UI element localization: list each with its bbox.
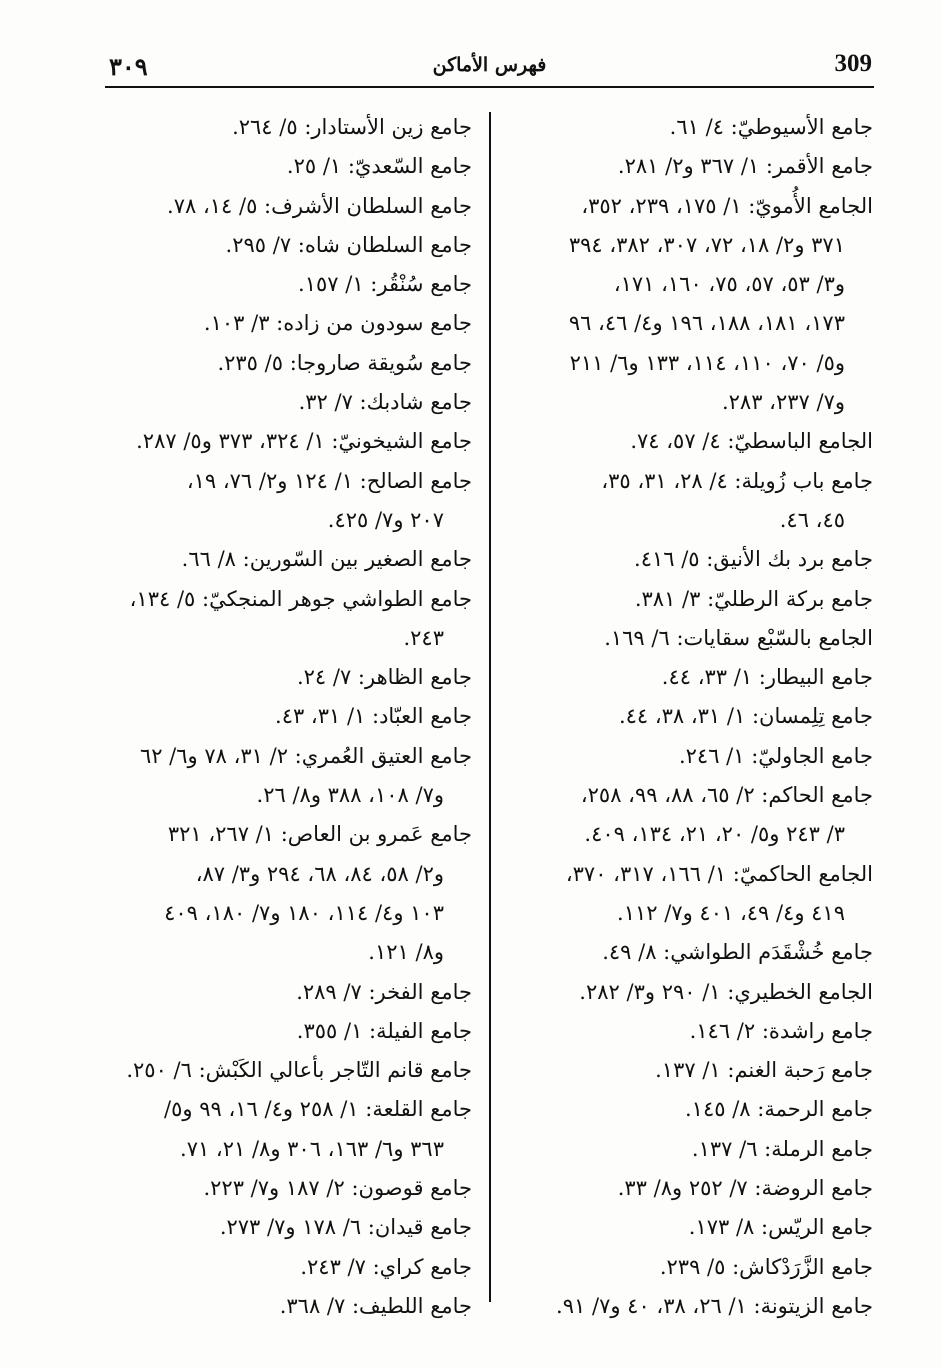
index-entry (102, 422, 472, 461)
index-entry-line: الجامع الباسطيّ: ٤/ ٥٧، ٧٤. (630, 429, 873, 454)
index-entry-continuation: و٧/ ١٠٨، ٣٨٨ و٨/ ٢٦. (256, 783, 444, 808)
index-entry-line: جامع الرملة: ٦/ ١٣٧. (691, 1136, 873, 1161)
index-entry-line: جامع عَمرو بن العاص: ١/ ٢٦٧، ٣٢١ (167, 822, 472, 847)
index-entry (102, 344, 472, 383)
index-entry-continuation: ٣٦٣ و٦/ ١٦٣، ٣٠٦ و٨/ ٢١، ٧١. (180, 1136, 444, 1161)
index-entry (102, 108, 472, 147)
index-entry-line: جامع برد بك الأنيق: ٥/ ٤١٦. (634, 547, 873, 572)
index-entry (498, 1169, 873, 1208)
index-entry-continuation: و٥/ ٧٠، ١١٠، ١١٤، ١٣٣ و٦/ ٢١١ (569, 350, 845, 375)
index-entry-line: جامع رَحبة الغنم: ١/ ١٣٧. (655, 1058, 873, 1083)
index-entry-line: جامع الطواشي جوهر المنجكيّ: ٥/ ١٣٤، (129, 586, 472, 611)
index-entry (498, 540, 873, 579)
index-entry-line: الجامع الأُمويّ: ١/ ١٧٥، ٢٣٩، ٣٥٢، (581, 193, 873, 218)
index-entry-line: جامع باب زُويلة: ٤/ ٢٨، ٣١، ٣٥، (601, 468, 873, 493)
index-entry-line: جامع راشدة: ٢/ ١٤٦. (689, 1018, 873, 1043)
index-entry-line: جامع الفيلة: ١/ ٣٥٥. (296, 1018, 472, 1043)
index-entry-continuation: ٢٤٣. (403, 625, 444, 650)
index-entry-line: جامع سُنْقُر: ١/ ١٥٧. (298, 272, 472, 297)
index-entry-line: جامع السلطان الأشرف: ٥/ ١٤، ٧٨. (167, 193, 472, 218)
index-entry-line: جامع الصغير بين السّورين: ٨/ ٦٦. (181, 547, 472, 572)
index-entry-line: جامع القلعة: ١/ ٢٥٨ و٤/ ١٦، ٩٩ و٥/ (164, 1097, 472, 1122)
index-entry-line: جامع الروضة: ٧/ ٢٥٢ و٨/ ٣٣. (617, 1176, 873, 1201)
index-entry-continuation: و٢/ ٥٨، ٨٤، ٦٨، ٢٩٤ و٣/ ٨٧، (195, 861, 444, 886)
index-entry-line: جامع كراي: ٧/ ٢٤٣. (300, 1254, 472, 1279)
index-entry-continuation: ١٧٣، ١٨١، ١٨٨، ١٩٦ و٤/ ٤٦، ٩٦ (568, 311, 845, 336)
index-entry (498, 973, 873, 1012)
index-entry (102, 462, 472, 541)
index-entry-line: جامع الظاهر: ٧/ ٢٤. (296, 665, 472, 690)
index-entry (498, 1051, 873, 1090)
index-entry-line: جامع الريّس: ٨/ ١٧٣. (688, 1215, 873, 1240)
index-column-left (102, 108, 472, 1326)
index-entry-line: الجامع الخطيري: ١/ ٢٩٠ و٣/ ٢٨٢. (579, 979, 873, 1004)
running-title: فهرس الأماكن (432, 54, 547, 76)
index-entry (498, 776, 873, 855)
index-entry (102, 1051, 472, 1090)
index-entry-line: جامع اللطيف: ٧/ ٣٦٨. (279, 1293, 472, 1318)
index-entry-line: جامع الحاكم: ٢/ ٦٥، ٨٨، ٩٩، ٢٥٨، (580, 783, 873, 808)
index-entry-line: جامع العتيق العُمري: ٢/ ٣١، ٧٨ و٦/ ٦٢ (139, 743, 472, 768)
index-entry-continuation: ٤١٩ و٤/ ٤٩، ٤٠١ و٧/ ١١٢. (617, 900, 845, 925)
index-entry (498, 187, 873, 423)
index-entry (498, 462, 873, 541)
index-entry (102, 540, 472, 579)
index-entry-line: جامع الرحمة: ٨/ ١٤٥. (684, 1097, 873, 1122)
index-entry (102, 265, 472, 304)
index-entry-line: جامع قيدان: ٦/ ١٧٨ و٧/ ٢٧٣. (219, 1215, 472, 1240)
index-entry (102, 1090, 472, 1169)
index-entry (498, 422, 873, 461)
index-entry-line: جامع الزَّرَدْكاش: ٥/ ٢٣٩. (659, 1254, 873, 1279)
index-entry (102, 580, 472, 659)
index-entry (102, 1169, 472, 1208)
index-entry-line: جامع قوصون: ٢/ ١٨٧ و٧/ ٢٢٣. (203, 1176, 472, 1201)
index-entry-line: جامع العبّاد: ١/ ٣١، ٤٣. (275, 704, 472, 729)
page-number-latin: 309 (834, 50, 872, 77)
index-entry (498, 1090, 873, 1129)
index-entry-continuation: ١٠٣ و٤/ ١١٤، ١٨٠ و٧/ ١٨٠، ٤٠٩ (164, 900, 444, 925)
index-entry-line: جامع الجاوليّ: ١/ ٢٤٦. (678, 743, 873, 768)
index-entry (102, 658, 472, 697)
index-entry-line: جامع بركة الرطليّ: ٣/ ٣٨١. (634, 586, 873, 611)
index-entry (102, 226, 472, 265)
index-entry-line: جامع الأقمر: ١/ ٣٦٧ و٢/ ٢٨١. (617, 154, 873, 179)
index-entry (498, 108, 873, 147)
index-entry-continuation: و٣/ ٥٣، ٥٧، ٧٥، ١٦٠، ١٧١، (613, 272, 845, 297)
index-entry (498, 619, 873, 658)
index-entry (102, 697, 472, 736)
index-entry-line: جامع شادبك: ٧/ ٣٢. (298, 390, 472, 415)
index-entry-line: جامع الشيخونيّ: ١/ ٣٢٤، ٣٧٣ و٥/ ٢٨٧. (136, 429, 472, 454)
index-entry-continuation: ٣٧١ و٢/ ١٨، ٧٢، ٣٠٧، ٣٨٢، ٣٩٤ (568, 232, 845, 257)
page-header (105, 50, 874, 88)
index-entry-line: الجامع بالسّبْع سقايات: ٦/ ١٦٩. (604, 625, 873, 650)
column-divider (489, 112, 491, 1302)
index-entry (102, 1287, 472, 1326)
index-entry-line: جامع زين الأستادار: ٥/ ٢٦٤. (232, 115, 472, 139)
index-entry (498, 580, 873, 619)
index-entry (498, 697, 873, 736)
index-entry-continuation: ٢٠٧ و٧/ ٤٢٥. (327, 507, 444, 532)
index-entry (498, 737, 873, 776)
index-column-right (498, 108, 873, 1326)
index-entry-continuation: و٧/ ٢٣٧، ٢٨٣. (721, 390, 845, 415)
index-entry (102, 737, 472, 816)
index-entry (102, 304, 472, 343)
index-entry (498, 933, 873, 972)
index-entry (102, 383, 472, 422)
index-entry (102, 1012, 472, 1051)
index-entry-line: جامع سُويقة صاروجا: ٥/ ٢٣٥. (217, 350, 472, 375)
index-entry-line: جامع سودون من زاده: ٣/ ١٠٣. (203, 311, 472, 336)
index-entry-line: جامع خُشْقَدَم الطواشي: ٨/ ٤٩. (602, 940, 873, 965)
index-entry (102, 1208, 472, 1247)
index-entry (498, 1287, 873, 1326)
index-entry-continuation: ٤٥، ٤٦. (779, 507, 845, 532)
index-entry (498, 1208, 873, 1247)
index-entry-line: جامع الأسيوطيّ: ٤/ ٦١. (669, 115, 873, 139)
index-entry (498, 658, 873, 697)
index-entry (102, 973, 472, 1012)
index-entry-line: جامع الفخر: ٧/ ٢٨٩. (296, 979, 472, 1004)
index-entry-line: جامع الزيتونة: ١/ ٢٦، ٣٨، ٤٠ و٧/ ٩١. (556, 1293, 873, 1318)
index-entry-line: جامع الصالح: ١/ ١٢٤ و٢/ ٧٦، ١٩، (186, 468, 472, 493)
index-entry (102, 815, 472, 972)
index-entry (498, 147, 873, 186)
index-entry-line: جامع السلطان شاه: ٧/ ٢٩٥. (225, 232, 472, 257)
index-entry-line: جامع البيطار: ١/ ٣٣، ٤٤. (661, 665, 873, 690)
index-entry (498, 1248, 873, 1287)
index-entry-line: جامع تِلِمسان: ١/ ٣١، ٣٨، ٤٤. (618, 704, 873, 729)
index-entry (102, 1248, 472, 1287)
page-number-arabic: ٣٠٩ (109, 52, 148, 81)
index-entry (498, 855, 873, 934)
index-entry (498, 1130, 873, 1169)
index-entry (102, 147, 472, 186)
index-entry-line: جامع قانم التّاجر بأعالي الكَبْش: ٦/ ٢٥٠. (126, 1058, 472, 1083)
index-entry-line: الجامع الحاكميّ: ١/ ١٦٦، ٣١٧، ٣٧٠، (565, 861, 873, 886)
index-entry (102, 187, 472, 226)
index-entry-continuation: و٨/ ١٢١. (368, 940, 444, 965)
index-entry (498, 1012, 873, 1051)
index-entry-continuation: ٣/ ٢٤٣ و٥/ ٢٠، ٢١، ١٣٤، ٤٠٩. (584, 822, 845, 847)
index-entry-line: جامع السّعديّ: ١/ ٢٥. (286, 154, 472, 179)
